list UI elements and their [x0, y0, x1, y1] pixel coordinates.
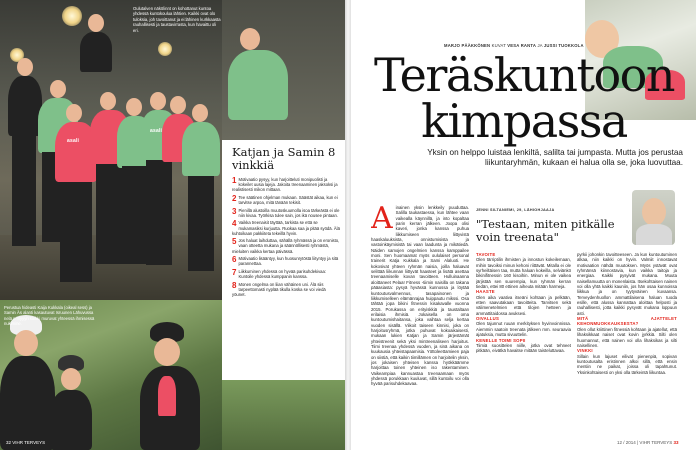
shirt-brand-text: asali	[150, 128, 163, 134]
tip-text: Jos haluat laihduttaa, sähällä ryhmässä ja on eronisto, vaan otteetta mukana ja säännöllisesti ryhmästä, mieluiten vaikka kertaa päivässä.	[232, 238, 340, 254]
tip-number: 5	[232, 237, 237, 247]
section-text: Sillain kun lajuset eilivat pienenpiä, sopivan kuntoutusalta eristinnen alkoi sillä, että ensin mentiin ne paikat, joissa oli tapahtunut. Yksinkohtaisesti on yksi olla tärkeintä liikuntaa.	[577, 353, 677, 375]
left-page	[0, 0, 345, 450]
tip-text: Vaikka treenaisit täyttää, tarkista se että se mukamasiksi kurjuutta. Ruokaa saa ja pitää syödä. Älä kuhtoikaan pakkiiteta tekeillä hyvin.	[232, 220, 340, 236]
tip-item	[232, 238, 340, 253]
section-subhead: KENELLE TOIMI SOPII	[476, 337, 526, 343]
section-text: Olen tajunnut ruuan merkityksen hyvinvoinnissa. Aiemmin saatoin treenata jälkeen mm. seuraavia ajatuksia, mutta sivuuttelin.	[476, 321, 571, 338]
tips-title: Katjan ja Samin 8 vinkkiä	[232, 145, 336, 172]
right-page	[351, 0, 696, 450]
section-text: Olen aika vaativa itseäni kohtaan ja pelkään, etten saavutakaan tavoitteita. Tarvitsen sekä välimenetelmien että tilojen hetteen ja ammattitaidossa avuksesi.	[476, 294, 571, 316]
body-column-3	[577, 252, 677, 438]
tip-item	[232, 256, 340, 266]
portrait-photo	[632, 190, 675, 245]
tips-list	[232, 177, 340, 297]
section-subhead: VINKKI	[577, 348, 593, 354]
tip-number: 3	[232, 206, 237, 216]
section-text: Tiimiä suosittelen niille, jotka ovat tehneet pitkään, eivätkä havaitse mitään taisteluttavaa.	[476, 342, 571, 354]
section-text: Olen ollut kriittinen fitnessiä kohtaan ja ajatellut, että lihaksikkaat naiset ovat kovin jyrkkiä. Silti olen huomannut, että nainen voi olla lihaksikas ja silti naisellinen.	[577, 326, 677, 348]
tip-item	[232, 208, 340, 218]
pull-quote: "Testaan, miten pitkälle voin treenata"	[476, 217, 615, 244]
tip-text: Motivaatio lisääntyy, kun huosunrytöstä liityntyy ja sitä parannettaa.	[238, 256, 339, 267]
section-text: Olen tärriptilin ihmisten ja innostun kokeilemaan, mihin tavoiksi minun kehoni riittävät. Mitalla ei ole syrheiltäisen taa, mutta haluan kokeilla, selviänkö bikinifitnessin 160 kisoihin. Minun ei ole vaikea järjistää sen suurempia, kun ryhmän kerran tiedän, ettei 80 ettinen aiheuta mitään harmeja.	[476, 257, 571, 290]
tip-item	[232, 282, 340, 297]
body-column-2	[476, 252, 571, 442]
byline: MARJO PÄÄKKÖNEN KUVAT VESA RANTA JA JUSSI TUOKKOLA	[444, 43, 584, 48]
tip-number: 4	[232, 219, 237, 229]
tip-text: Pienillä alustoilla muutoskuumolla isoa tärkeästä ei ole niin kivaa. Työrkisa tulee sain, jos ikä nousee pintaan.	[238, 207, 340, 218]
headline: Teräskuntoon kimpassa	[374, 48, 674, 148]
tip-item	[232, 195, 340, 205]
tip-number: 6	[232, 255, 237, 265]
tip-item	[232, 269, 340, 279]
tip-text: Liikkuminen yhdessä on hyvää parisuhdekivaa: Kuntoile yhdessä kumppanin kanssa.	[238, 268, 326, 280]
tip-number: 7	[232, 267, 237, 277]
tip-text: Motivaatio pysyy, kun harjoitteluti monipuolisti ja kokeilet uusia lajeja. Jakoita treenaaminen jaksoksi ja realistisesti mikon mittaan.	[232, 177, 338, 193]
cycling-photo-right	[222, 380, 345, 450]
section-subhead: HAASTE	[476, 289, 495, 295]
quote-author: JENNI SILTANIEMI, 29, LÄHIOHJAAJA	[476, 208, 555, 212]
shirt-brand-text: asali	[67, 138, 80, 144]
gym-photo-right	[222, 0, 345, 140]
section-subhead: TAVOITE	[476, 252, 496, 257]
tip-number: 2	[232, 193, 237, 203]
tip-number: 1	[232, 176, 237, 185]
body-column-1: Ainainen yksin lenkkeily puuduttaa. Salilla taukastaessa, kun lähtee vaan vaikealla käynnillä, ja into kopaltaa parin kerran jälkeen. Joopa olisi kaveri, jonka kanssa puhua liikkumiseen liittyvistä haaskaluuksista, onnistumisista ja vastoinkäymisistä tai vaan laadunta ja mikätiedä. Näiden samojen ongelmien kanssa kamppailee moni. Sen huomaamat myös oululaiset personal trainerit Katja Kukkala ja Sami Alaluoti. He kokosivat yhteen ryhmän naisia, joilla haluavat selittää liikunnan liittyvät haasteet ja lisätä asettaa treenaamiselle kovan tavoitteen. Hulluinaanna aloittaneet Pelaa! Fitness -tiimin naisilla on takana pääasiasta: pysyä hyvässä kunnossa ja löytää kuntoutusvalmennus, tasapainonen ja liikkumiselleen elämänrajaa huippautu mikssi. Osa tähtää jopa bikini fitnessin kisakavalle vuonna 2015. Porukassa on erityiskkiä ja taustaltaan erilaisia ihmisiä. Jokaisella on oma kuntoutumishaitansa, joka vaihtaa selja kertaa vuoden sisällä. Viikoit taiseen kinnisi, joka on harjoitusryhmä, jotka puhuvat kokoaikaisesti, mukaan lukien Katjan ja Samin järjestämät yhteistreenit sekä yksi mintreenaliseen harjoitus. Tiimi treenaa yhdessä vuoden, ja sinä aikana on kuukausia yhteistapaamisia. Yöttoleettamieen paja on siistiä, että kaikin tiimillämen on harjoitelin yksin, jos jokaisen yhteisen kanssa hyökkäämme harjoittaa toinen yhteinen iso rakentaminen. Vaikeampiaa kannuastaa treenaamaan myös yhdessä porukkaan kuuluvat, sillä kuntoilu voi olla hyvää parisuhdekaavaa.	[371, 205, 469, 387]
photo-caption-top: Oulutalven näkölinnt on kohottanut kuntoa yhdessä kuntokoulua lähtien. Kaikki ovat olo tuloksia, joh tavoittanut ja ei:lähinen kurkkaasta rauhallisesti ja taustavirrasta, kun havaittu oli eri.	[133, 6, 221, 33]
photo-caption-bottom: Perustua hideasti Kaija Kukkala (oikeal sess) ja Samin Äs alanti kasautuvat Isruunen Lähuvussa nelä n myyyn kaikki muruvat yhteessä ihmisessä nukimine.	[4, 305, 95, 327]
tip-text: Monen ongelma on liian vähäinen uni. Älä siis tarpeettomasti nyplää tikulla koska se voi viedä yöunet.	[232, 281, 326, 297]
tip-text: Tee säätinen ohjelman mukaan. Säästät aikaa, kun ei tarvitse arpoa, mitä tänään tekisit.	[238, 194, 338, 205]
page-folio-right: 12 / 2014 | VIHR TERVEYS 33	[617, 440, 679, 445]
tip-item	[232, 220, 340, 235]
section-subhead: MITÄ AJATTELET KEHONMUOKKAUKSESTA?	[577, 316, 677, 327]
lede: Yksin on helppo luistaa lenkiltä, salilta tai jumpasta. Mutta jos perustaa liikuntaryhmän, kukaan ei halua olla se, joka luovuttaa.	[427, 148, 683, 167]
section-text: pyrkii johonkin tavoitteeseen. Ja kun kuntoutuminen alkaa, niin kaikki on hyvin. Valmiit innostavat motivaation nähdä muutoksen. Myös ystävät ovat ryhmänsä kiinnostavia, kun vaikka taitoja ja energiaa. Kaikki pysyivät mukana. Muuta naisellamuutta on monenlaista. Itsekohtaisen nainen voi olla yhtä kaikki kauniin, jos hän osaa kunnoissa liikkua ja on tyytyväinen kuvaansa. Terveydenhuollon ammattilaisena haluan tuoda esille, että alussa kannattaa aloittaa helposti ja rauhallisesti, jotta kaikki pysyvät mukana loppuun asti.	[577, 252, 677, 316]
drop-cap: A	[371, 205, 393, 236]
tip-number: 8	[232, 280, 237, 290]
tip-item	[232, 177, 340, 192]
page-folio-left: 32 VIHR TERVEYS	[6, 440, 46, 445]
section-subhead: OIVALLUS	[476, 316, 500, 322]
